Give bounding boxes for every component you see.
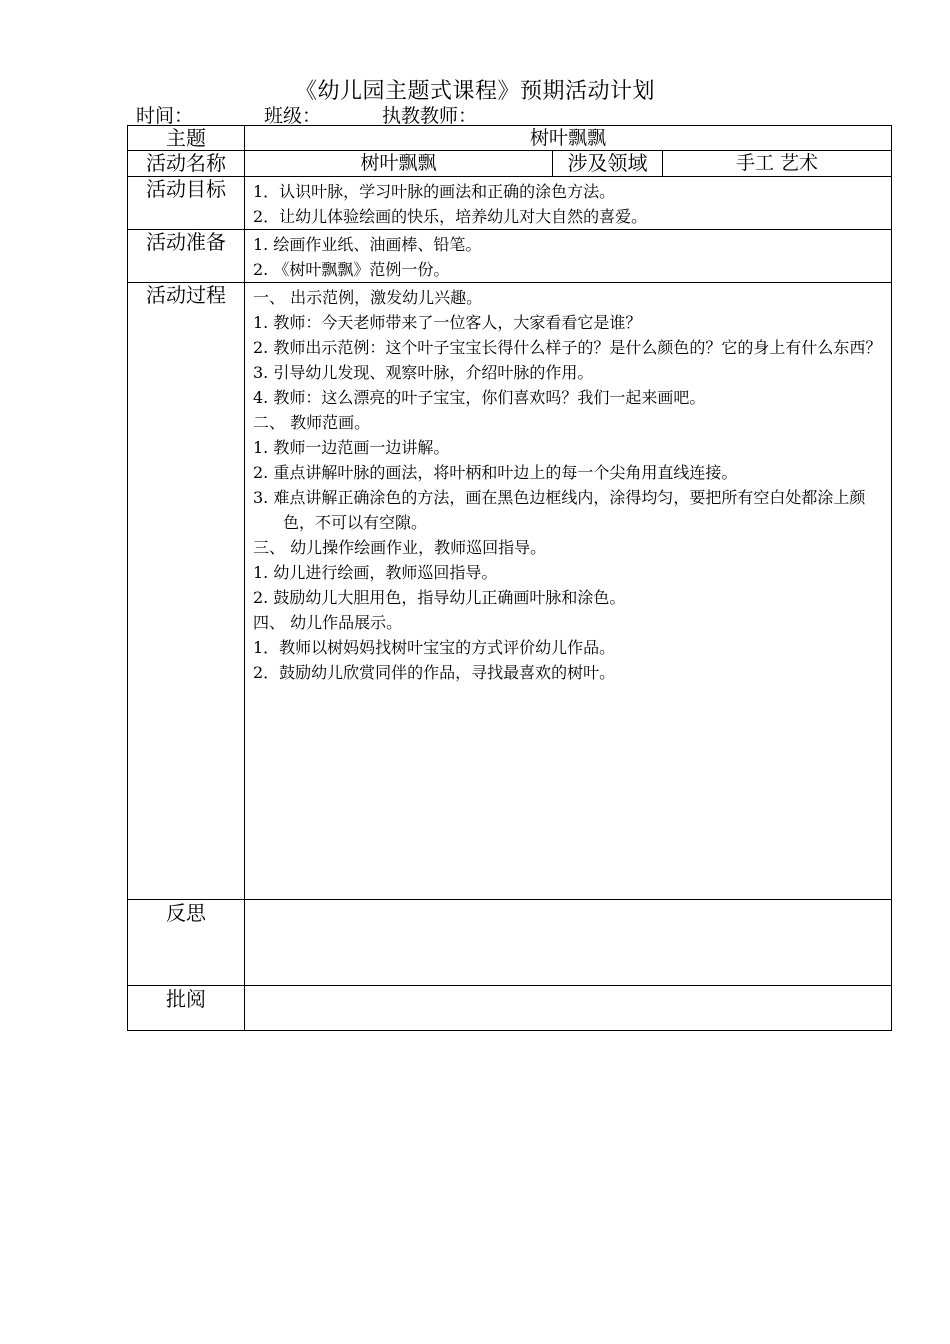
process-step: 2. 教师出示范例：这个叶子宝宝长得什么样子的？是什么颜色的？它的身上有什么东西？ — [253, 338, 882, 357]
reflection-label: 反思 — [128, 900, 245, 986]
goal-label: 活动目标 — [128, 177, 245, 230]
process-section-heading: 二、 教师范画。 — [253, 413, 371, 432]
prep-item: 1. 绘画作业纸、油画棒、铅笔。 — [253, 235, 482, 254]
process-step: 1. 教师一边范画一边讲解。 — [253, 438, 450, 457]
process-section-heading: 一、 出示范例，激发幼儿兴趣。 — [253, 288, 483, 307]
process-label: 活动过程 — [128, 283, 245, 900]
theme-label: 主题 — [128, 126, 245, 151]
process-section-heading: 三、 幼儿操作绘画作业，教师巡回指导。 — [253, 538, 547, 557]
domain-label: 涉及领域 — [553, 151, 663, 177]
domain-value: 手工 艺术 — [663, 151, 892, 177]
prep-list — [245, 230, 892, 283]
process-step: 1. 教师：今天老师带来了一位客人，大家看看它是谁？ — [253, 313, 642, 332]
prep-item: 2. 《树叶飘飘》范例一份。 — [253, 260, 450, 279]
prep-label: 活动准备 — [128, 230, 245, 283]
review-value — [245, 986, 892, 1031]
review-label: 批阅 — [128, 986, 245, 1031]
header-meta — [136, 101, 477, 128]
process-step: 4. 教师：这么漂亮的叶子宝宝，你们喜欢吗？我们一起来画吧。 — [253, 388, 706, 407]
activity-name-value: 树叶飘飘 — [245, 151, 553, 177]
activity-plan-table — [127, 125, 892, 1031]
process-step: 2. 鼓励幼儿大胆用色，指导幼儿正确画叶脉和涂色。 — [253, 588, 626, 607]
process-list — [245, 283, 892, 900]
process-section-heading: 四、 幼儿作品展示。 — [253, 613, 403, 632]
activity-name-label: 活动名称 — [128, 151, 245, 177]
process-step: 3. 引导幼儿发现、观察叶脉，介绍叶脉的作用。 — [253, 363, 594, 382]
reflection-value — [245, 900, 892, 986]
class-label: 班级： — [264, 105, 322, 127]
process-step: 3. 难点讲解正确涂色的方法，画在黑色边框线内，涂得均匀，要把所有空白处都涂上颜色，不可以有空隙。 — [253, 488, 866, 532]
document-title: 《幼儿园主题式课程》预期活动计划 — [294, 79, 655, 104]
process-step: 2．鼓励幼儿欣赏同伴的作品，寻找最喜欢的树叶。 — [253, 663, 616, 682]
process-step: 1．教师以树妈妈找树叶宝宝的方式评价幼儿作品。 — [253, 638, 616, 657]
teacher-label: 执教教师： — [382, 105, 478, 127]
goal-item: 2．让幼儿体验绘画的快乐，培养幼儿对大自然的喜爱。 — [253, 207, 648, 226]
time-label: 时间： — [136, 105, 194, 127]
goal-list — [245, 177, 892, 230]
process-step: 1. 幼儿进行绘画，教师巡回指导。 — [253, 563, 498, 582]
theme-value: 树叶飘飘 — [245, 126, 892, 151]
process-step: 2. 重点讲解叶脉的画法，将叶柄和叶边上的每一个尖角用直线连接。 — [253, 463, 738, 482]
goal-item: 1．认识叶脉，学习叶脉的画法和正确的涂色方法。 — [253, 182, 616, 201]
